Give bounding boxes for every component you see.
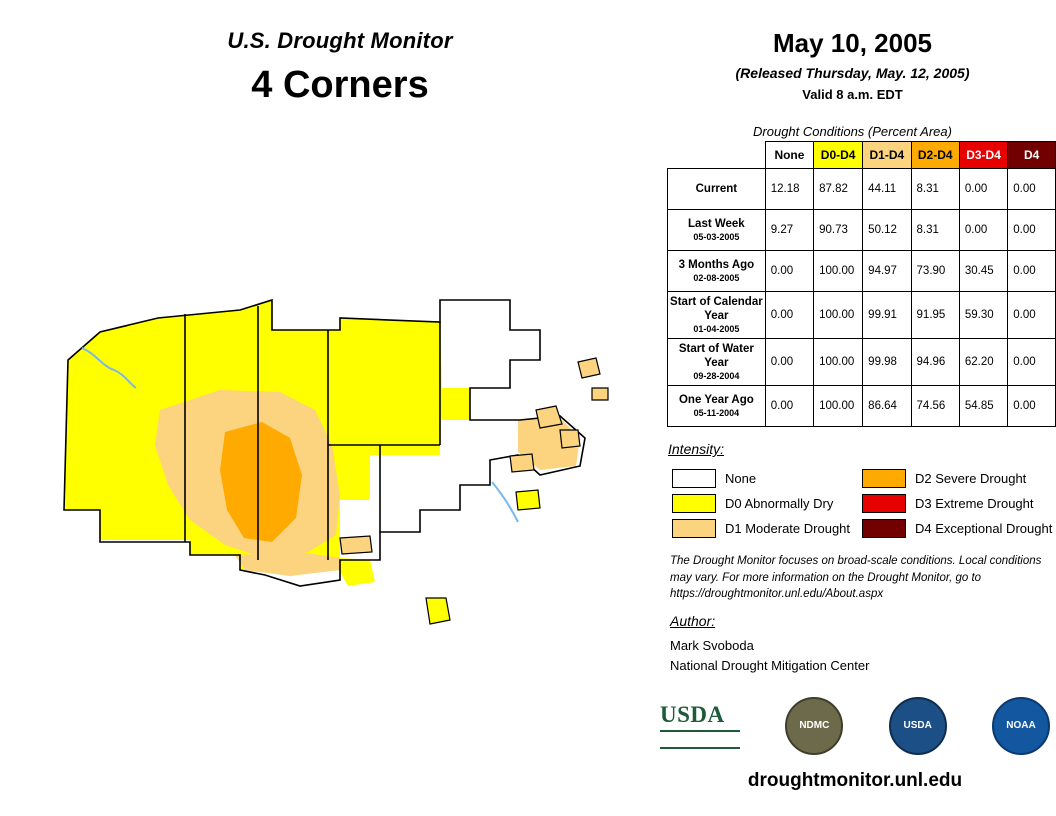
row-label-date: 02-08-2005 <box>693 272 740 283</box>
release-date: (Released Thursday, May. 12, 2005) <box>735 65 970 81</box>
row-label-text: Current <box>695 182 738 195</box>
intensity-legend-left <box>672 466 892 541</box>
table-row <box>668 386 1056 427</box>
noaa-logo <box>992 697 1050 755</box>
author-affiliation: National Drought Mitigation Center <box>670 657 870 673</box>
table-header-row <box>668 142 1056 169</box>
valid-time: Valid 8 a.m. EDT <box>802 87 903 102</box>
cell-wy-d1d4: 99.98 <box>863 339 911 386</box>
cell-3mo-d1d4: 94.97 <box>863 251 911 292</box>
cell-current-d1d4: 44.11 <box>863 169 911 210</box>
map-region-d0-southeast <box>340 558 375 586</box>
table-row <box>668 251 1056 292</box>
row-label-text: Last Week <box>688 218 745 231</box>
row-label-current <box>668 169 766 210</box>
cell-lastweek-d4: 0.00 <box>1008 210 1056 251</box>
column-header-d1d4: D1-D4 <box>863 142 911 169</box>
swatch-none-icon <box>672 469 716 488</box>
cell-3mo-d3d4: 30.45 <box>959 251 1007 292</box>
title-block <box>100 28 580 107</box>
column-header-none: None <box>765 142 813 169</box>
swatch-d1-icon <box>672 519 716 538</box>
cell-current-d2d4: 8.31 <box>911 169 959 210</box>
drought-conditions-table <box>667 141 1056 427</box>
program-title: U.S. Drought Monitor <box>227 28 453 53</box>
cell-lastweek-d1d4: 50.12 <box>863 210 911 251</box>
cell-3mo-d4: 0.00 <box>1008 251 1056 292</box>
row-label-text: One Year Ago <box>678 394 754 407</box>
cell-cy-d3d4: 59.30 <box>959 292 1007 339</box>
usda-seal-logo-text: USDA <box>903 719 932 731</box>
cell-lastweek-d3d4: 0.00 <box>959 210 1007 251</box>
usda-logo-text: USDA <box>660 702 725 727</box>
cell-1yr-d2d4: 74.56 <box>911 386 959 427</box>
row-label-date: 01-04-2005 <box>693 323 740 334</box>
cell-wy-d4: 0.00 <box>1008 339 1056 386</box>
legend-item-none <box>672 466 892 491</box>
cell-current-none: 12.18 <box>765 169 813 210</box>
intensity-legend-right <box>862 466 1056 541</box>
row-label-date: 05-03-2005 <box>693 231 740 242</box>
four-corners-drought-map[interactable] <box>40 270 640 650</box>
column-header-d2d4: D2-D4 <box>911 142 959 169</box>
cell-wy-none: 0.00 <box>765 339 813 386</box>
legend-item-d0 <box>672 491 892 516</box>
website-url: droughtmonitor.unl.edu <box>747 770 963 791</box>
legend-item-d2 <box>862 466 1056 491</box>
logo-row <box>660 692 1050 760</box>
cell-lastweek-none: 9.27 <box>765 210 813 251</box>
legend-label-d3: D3 Extreme Drought <box>915 496 1034 511</box>
cell-cy-d0d4: 100.00 <box>814 292 863 339</box>
cell-current-d0d4: 87.82 <box>814 169 863 210</box>
usda-seal-logo <box>889 697 947 755</box>
row-label-one-year-ago <box>668 386 766 427</box>
cell-cy-d1d4: 99.91 <box>863 292 911 339</box>
map-date: May 10, 2005 <box>772 28 932 58</box>
cell-3mo-none: 0.00 <box>765 251 813 292</box>
noaa-logo-text: NOAA <box>1006 719 1036 731</box>
swatch-d3-icon <box>862 494 906 513</box>
cell-current-d3d4: 0.00 <box>959 169 1007 210</box>
row-label-date: 05-11-2004 <box>693 407 740 418</box>
column-header-d4: D4 <box>1008 142 1056 169</box>
map-river-east-icon <box>492 482 518 522</box>
column-header-d0d4: D0-D4 <box>814 142 863 169</box>
row-label-text: Start of Calendar Year <box>670 296 763 323</box>
cell-wy-d0d4: 100.00 <box>814 339 863 386</box>
table-caption: Drought Conditions (Percent Area) <box>753 124 952 139</box>
disclaimer-note: The Drought Monitor focuses on broad-scale conditions. Local conditions may vary. For more information on the Drought Monitor, go to https://droughtmonitor.unl.edu/About.aspx <box>670 555 1042 601</box>
legend-label-d2: D2 Severe Drought <box>915 471 1027 486</box>
legend-label-none: None <box>725 471 757 486</box>
usda-logo <box>660 702 740 750</box>
row-label-last-week <box>668 210 766 251</box>
row-label-date: 09-28-2004 <box>693 370 740 381</box>
column-header-d3d4: D3-D4 <box>959 142 1007 169</box>
author-block <box>670 636 869 675</box>
usda-logo-swoosh-icon <box>660 730 740 749</box>
table-row <box>668 292 1056 339</box>
date-block <box>660 28 1045 102</box>
cell-1yr-d1d4: 86.64 <box>863 386 911 427</box>
legend-label-d0: D0 Abnormally Dry <box>725 496 834 511</box>
row-label-start-water-year <box>668 339 766 386</box>
cell-1yr-d4: 0.00 <box>1008 386 1056 427</box>
legend-label-d4: D4 Exceptional Drought <box>915 521 1053 536</box>
cell-1yr-d0d4: 100.00 <box>814 386 863 427</box>
ndmc-logo-text: NDMC <box>799 719 830 731</box>
row-label-text: Start of Water Year <box>678 343 754 370</box>
legend-item-d1 <box>672 516 892 541</box>
swatch-d4-icon <box>862 519 906 538</box>
row-label-3-months-ago <box>668 251 766 292</box>
cell-wy-d2d4: 94.96 <box>911 339 959 386</box>
legend-label-d1: D1 Moderate Drought <box>725 521 851 536</box>
table-row <box>668 169 1056 210</box>
intensity-heading: Intensity: <box>668 441 725 457</box>
table-corner-cell <box>668 142 766 169</box>
ndmc-logo <box>785 697 843 755</box>
cell-3mo-d0d4: 100.00 <box>814 251 863 292</box>
cell-lastweek-d2d4: 8.31 <box>911 210 959 251</box>
cell-1yr-none: 0.00 <box>765 386 813 427</box>
swatch-d2-icon <box>862 469 906 488</box>
swatch-d0-icon <box>672 494 716 513</box>
table-row <box>668 210 1056 251</box>
legend-item-d3 <box>862 491 1056 516</box>
cell-cy-none: 0.00 <box>765 292 813 339</box>
author-heading: Author: <box>670 613 716 629</box>
table-row <box>668 339 1056 386</box>
cell-lastweek-d0d4: 90.73 <box>814 210 863 251</box>
cell-cy-d2d4: 91.95 <box>911 292 959 339</box>
region-title: 4 Corners <box>251 64 429 106</box>
legend-item-d4 <box>862 516 1056 541</box>
cell-wy-d3d4: 62.20 <box>959 339 1007 386</box>
cell-cy-d4: 0.00 <box>1008 292 1056 339</box>
cell-current-d4: 0.00 <box>1008 169 1056 210</box>
row-label-text: 3 Months Ago <box>678 259 755 272</box>
row-label-start-calendar-year <box>668 292 766 339</box>
cell-3mo-d2d4: 73.90 <box>911 251 959 292</box>
cell-1yr-d3d4: 54.85 <box>959 386 1007 427</box>
author-name: Mark Svoboda <box>670 638 754 653</box>
